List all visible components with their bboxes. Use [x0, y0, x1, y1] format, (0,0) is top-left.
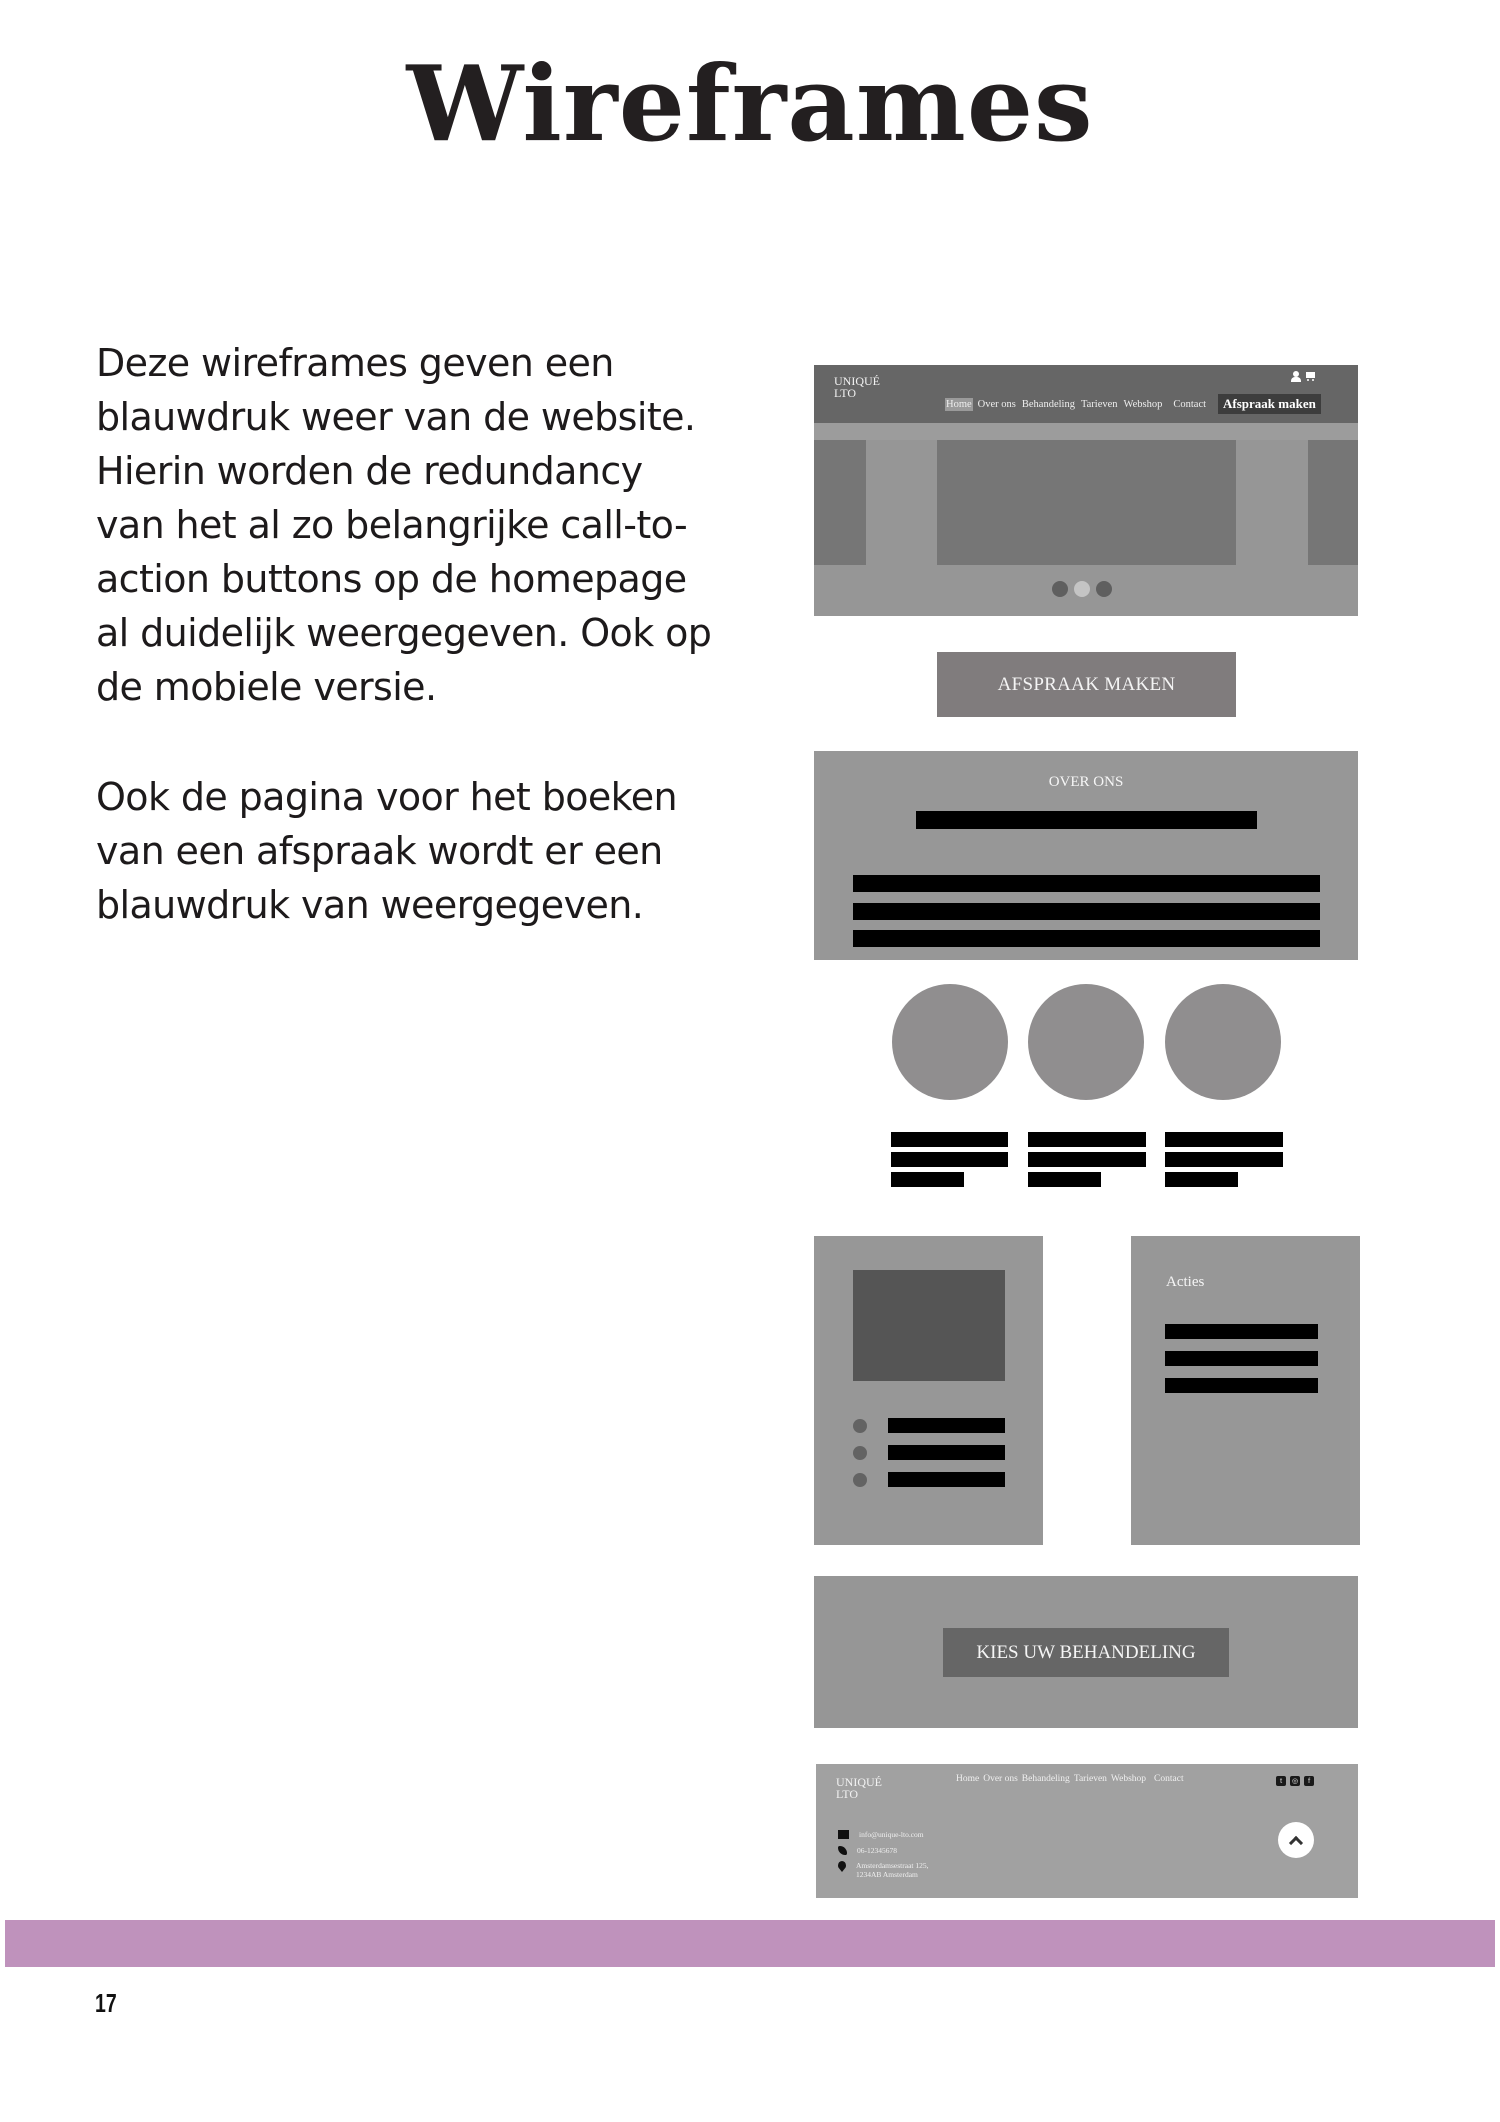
acties-title: Acties: [1166, 1274, 1205, 1290]
accent-band: [5, 1920, 1495, 1967]
circle-image-placeholder: [1165, 984, 1281, 1100]
footer-nav-tarieven: Tarieven: [1073, 1774, 1107, 1784]
wireframe-over-ons-section: [814, 751, 1358, 960]
intro-paragraph-2: [96, 770, 746, 932]
address-line: 1234AB Amsterdam: [856, 1870, 918, 1879]
contact-phone: [838, 1846, 897, 1855]
text-placeholder-bar: [1165, 1324, 1318, 1339]
wireframe-logo: [834, 375, 880, 399]
carousel-dots: [1052, 581, 1112, 597]
wireframe-hero-carousel: [814, 423, 1358, 616]
over-ons-title: OVER ONS: [1048, 774, 1124, 790]
wireframe-header: [814, 365, 1358, 423]
nav-item-home: Home: [946, 399, 972, 410]
text-line: van een afspraak wordt er een: [96, 829, 663, 873]
page-title: Wireframes: [406, 42, 1094, 165]
social-icons: [1276, 1776, 1314, 1786]
nav-item-webshop: Webshop: [1123, 399, 1163, 410]
nav-item-over-ons: Over ons: [977, 399, 1016, 410]
text-placeholder-bar: [853, 930, 1320, 947]
footer-nav-contact: Contact: [1154, 1774, 1184, 1784]
text-placeholder-bar: [1165, 1378, 1318, 1393]
map-pin-icon: [838, 1861, 846, 1872]
text-placeholder-bar: [888, 1418, 1005, 1433]
kies-behandeling-button: KIES UW BEHANDELING: [943, 1628, 1229, 1677]
chevron-up-icon: [1289, 1835, 1303, 1849]
nav-item-behandeling: Behandeling: [1021, 399, 1075, 410]
cart-icon: [1304, 371, 1316, 382]
text-line: de mobiele versie.: [96, 665, 437, 709]
slide-placeholder-main: [937, 440, 1236, 565]
phone-text: 06-12345678: [857, 1846, 897, 1855]
circle-image-placeholder: [892, 984, 1008, 1100]
intro-paragraph-1: [96, 336, 746, 714]
slide-placeholder-prev: [814, 440, 866, 565]
header-cta-button: Afspraak maken: [1218, 394, 1321, 414]
footer-nav-webshop: Webshop: [1110, 1774, 1147, 1784]
user-icon: [1291, 371, 1301, 382]
carousel-dot-active: [1074, 581, 1090, 597]
text-placeholder-bar: [853, 903, 1320, 920]
text-line: blauwdruk van weergegeven.: [96, 883, 644, 927]
bullet-icon: [853, 1419, 867, 1433]
nav-item-contact: Contact: [1173, 399, 1207, 410]
text-placeholder-bar: [891, 1152, 1008, 1167]
envelope-icon: [838, 1830, 849, 1839]
wireframe-footer: [816, 1764, 1358, 1898]
text-placeholder-bar: [1165, 1152, 1283, 1167]
text-placeholder-bar: [1165, 1132, 1283, 1147]
header-icons: [1291, 371, 1316, 382]
carousel-dot: [1052, 581, 1068, 597]
text-line: Ook de pagina voor het boeken: [96, 775, 677, 819]
logo-line: LTO: [836, 1787, 859, 1801]
circle-image-placeholder: [1028, 984, 1144, 1100]
logo-line: UNIQUÉ: [834, 374, 880, 388]
logo-line: UNIQUÉ: [836, 1775, 882, 1789]
footer-logo: [836, 1776, 882, 1800]
text-line: Deze wireframes geven een: [96, 341, 614, 385]
text-line: van het al zo belangrijke call-to-: [96, 503, 688, 547]
text-line: action buttons op de homepage: [96, 557, 687, 601]
text-placeholder-bar: [1028, 1152, 1146, 1167]
nav-item-tarieven: Tarieven: [1080, 399, 1118, 410]
image-placeholder: [853, 1270, 1005, 1381]
page-number: 17: [95, 1988, 117, 2018]
wireframe-kies-section: [814, 1576, 1358, 1728]
address-line: Amsterdamsestraat 125,: [856, 1861, 929, 1870]
wireframe-product-card: [814, 1236, 1043, 1545]
text-placeholder-bar: [888, 1445, 1005, 1460]
facebook-icon: f: [1304, 1776, 1314, 1786]
hero-strip: [814, 423, 1358, 440]
footer-nav-over-ons: Over ons: [983, 1774, 1018, 1784]
instagram-icon: ◎: [1291, 1778, 1299, 1785]
text-placeholder-bar: [1165, 1351, 1318, 1366]
scroll-to-top-button: [1278, 1822, 1314, 1858]
slide-placeholder-next: [1308, 440, 1358, 565]
text-placeholder-bar: [891, 1172, 964, 1187]
text-placeholder-bar: [1165, 1172, 1238, 1187]
text-line: al duidelijk weergegeven. Ook op: [96, 611, 712, 655]
bullet-icon: [853, 1446, 867, 1460]
twitter-icon: t: [1276, 1776, 1286, 1786]
text-placeholder-bar: [1028, 1172, 1101, 1187]
contact-address: [838, 1861, 928, 1879]
carousel-dot: [1096, 581, 1112, 597]
text-placeholder-bar: [916, 811, 1257, 829]
footer-nav-home: Home: [956, 1774, 980, 1784]
contact-email: [838, 1830, 924, 1839]
email-text: info@unique-lto.com: [859, 1830, 924, 1839]
text-line: blauwdruk weer van de website.: [96, 395, 696, 439]
footer-nav-behandeling: Behandeling: [1021, 1774, 1070, 1784]
footer-nav: [956, 1774, 1184, 1784]
wireframe-nav: [945, 398, 1207, 411]
bullet-icon: [853, 1473, 867, 1487]
text-placeholder-bar: [1028, 1132, 1146, 1147]
wireframe-afspraak-button: AFSPRAAK MAKEN: [937, 652, 1236, 717]
logo-line: LTO: [834, 386, 857, 400]
text-placeholder-bar: [853, 875, 1320, 892]
text-line: Hierin worden de redundancy: [96, 449, 643, 493]
phone-icon: [838, 1846, 847, 1855]
wireframe-acties-card: [1131, 1236, 1360, 1545]
text-placeholder-bar: [891, 1132, 1008, 1147]
text-placeholder-bar: [888, 1472, 1005, 1487]
